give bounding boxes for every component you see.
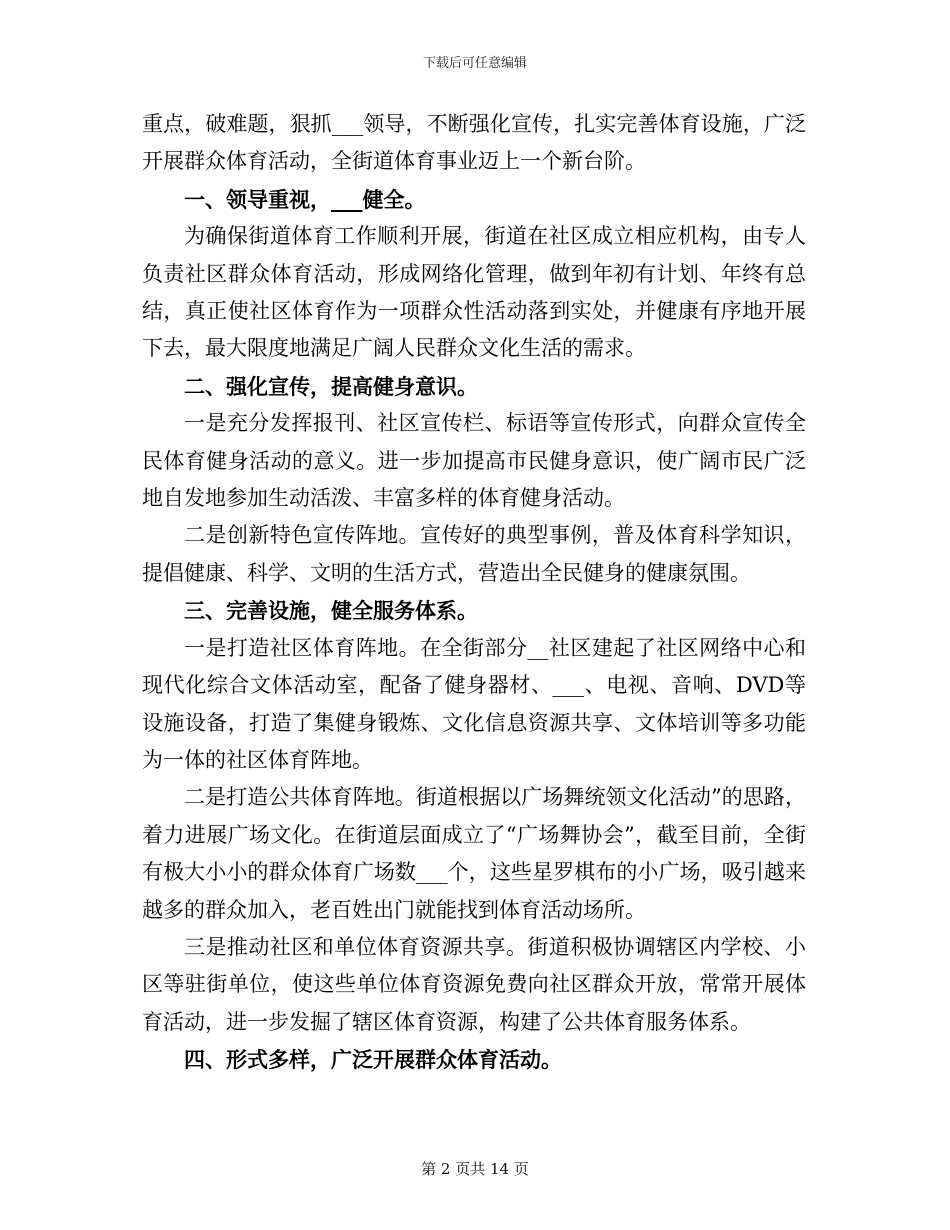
page-header: 下载后可任意编辑: [422, 56, 527, 71]
page-number: 第 2 页共 14 页: [421, 1160, 529, 1178]
section-heading: 二、强化宣传，提高健身意识。: [184, 373, 478, 399]
paragraph: 三是推动社区和单位体育资源共享。街道积极协调辖区内学校、小区等驻街单位，使这些单位体育资源免费向社区群众开放，常常开展体育活动，进一步发掘了辖区体育资源，构建了公共体育服务体系。: [142, 934, 806, 1034]
paragraph: 一是打造社区体育阵地。在全街部分__社区建起了社区网络中心和现代化综合文体活动室，配备了健身器材、___、电视、音响、DVD等设施设备，打造了集健身锻炼、文化信息资源共享、文体培训等多功能为一体的社区体育阵地。: [142, 635, 806, 772]
paragraph: 一是充分发挥报刊、社区宣传栏、标语等宣传形式，向群众宣传全民体育健身活动的意义。进一步加提高市民健身意识，使广阔市民广泛地自发地参加生动活泼、丰富多样的体育健身活动。: [142, 411, 806, 511]
document-body: [142, 106, 806, 1079]
paragraph: 为确保街道体育工作顺利开展，街道在社区成立相应机构，由专人负责社区群众体育活动，形成网络化管理，做到年初有计划、年终有总结，真正使社区体育作为一项群众性活动落到实处，并健康有序地开展下去，最大限度地满足广阔人民群众文化生活的需求。: [142, 224, 806, 361]
section-heading: 四、形式多样，广泛开展群众体育活动。: [184, 1047, 562, 1073]
paragraph: 二是创新特色宣传阵地。宣传好的典型事例，普及体育科学知识，提倡健康、科学、文明的生活方式，营造出全民健身的健康氛围。: [142, 523, 806, 585]
section-heading: 三、完善设施，健全服务体系。: [184, 598, 478, 624]
paragraph: 重点，破难题，狠抓___领导，不断强化宣传，扎实完善体育设施，广泛开展群众体育活动，全街道体育事业迈上一个新台阶。: [142, 112, 806, 174]
section-heading: 一、领导重视，___健全。: [184, 186, 426, 212]
paragraph: 二是打造公共体育阵地。街道根据以广场舞统领文化活动”的思路，着力进展广场文化。在街道层面成立了“广场舞协会”，截至目前，全街有极大小小的群众体育广场数___个，这些星罗棋布的小广场，吸引越来越多的群众加入，老百姓出门就能找到体育活动场所。: [142, 785, 806, 922]
